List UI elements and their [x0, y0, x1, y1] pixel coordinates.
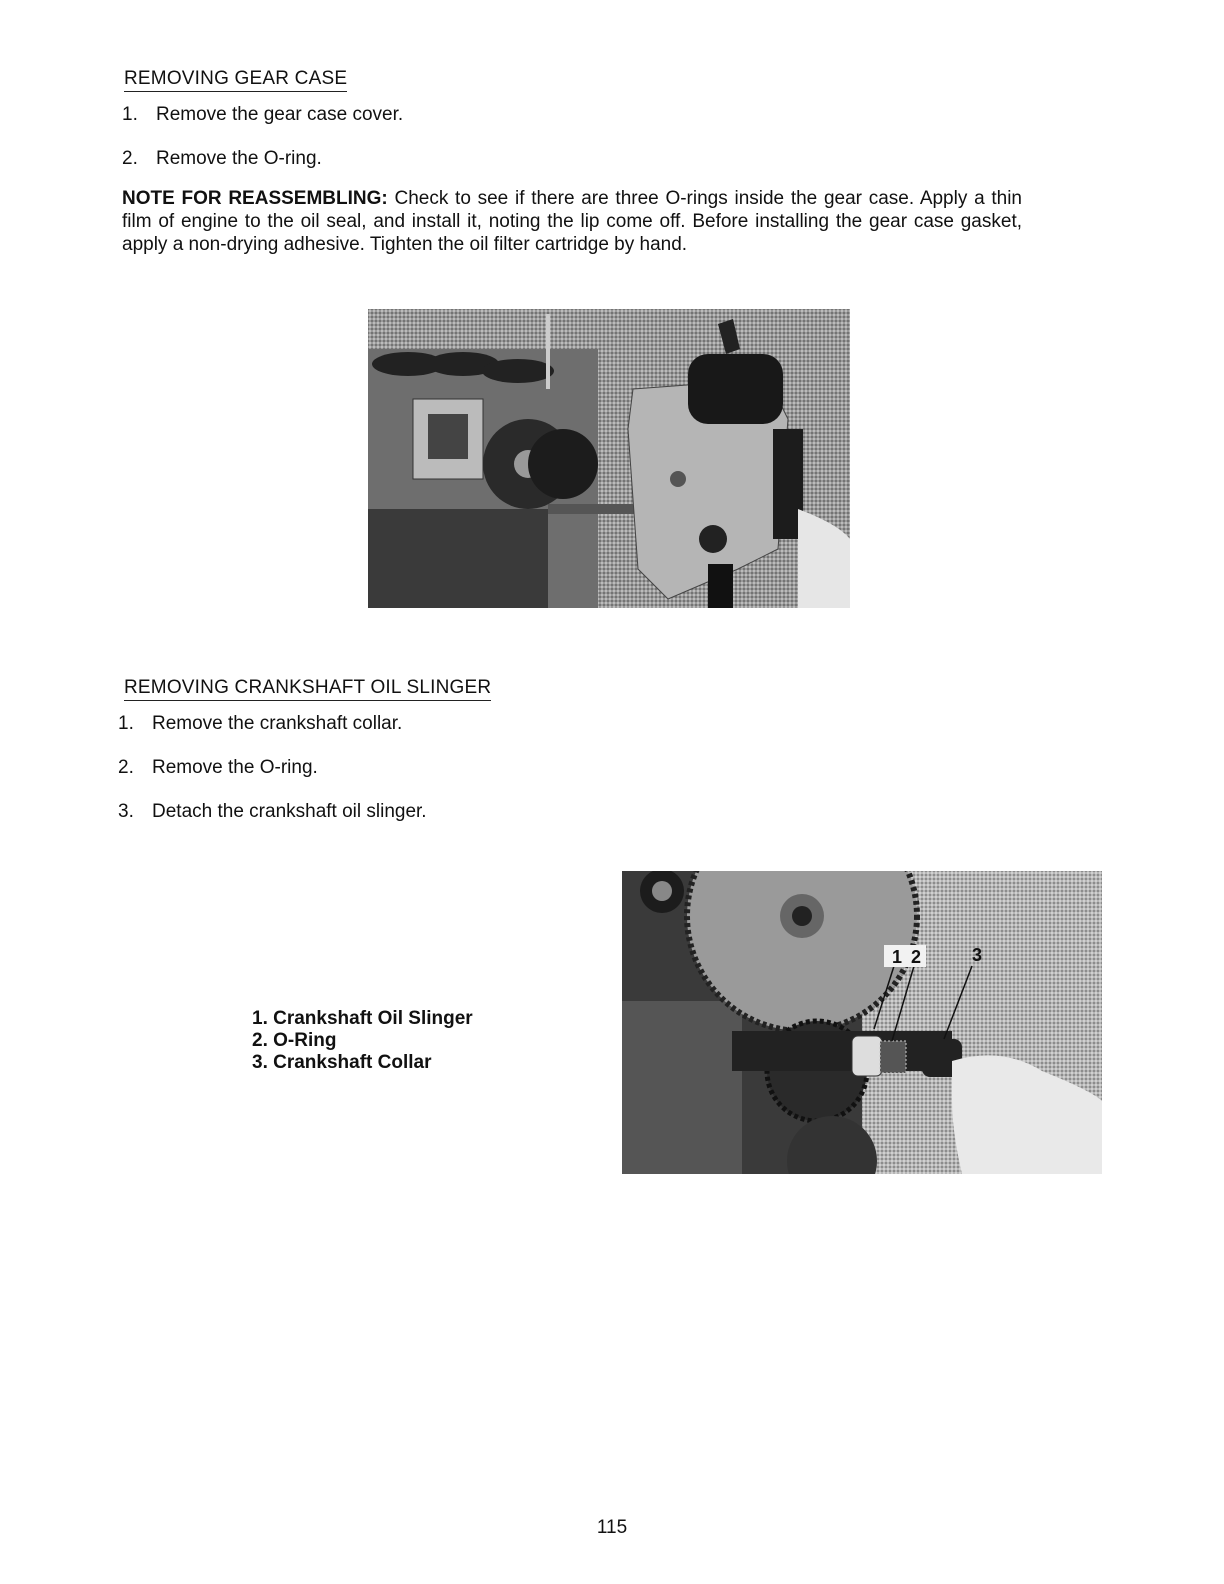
list-item	[118, 756, 318, 780]
legend-item: 2. O-Ring	[252, 1030, 337, 1051]
step-number: 2.	[122, 148, 138, 169]
legend-item: 3. Crankshaft Collar	[252, 1052, 432, 1073]
callout-2: 2	[911, 947, 922, 967]
step-text: Remove the O-ring.	[156, 148, 322, 169]
step-text: Remove the gear case cover.	[156, 104, 404, 125]
photo-legend	[252, 1008, 473, 1074]
note-label: NOTE FOR REASSEMBLING:	[122, 188, 388, 209]
step-text: Remove the O-ring.	[152, 757, 318, 778]
callout-1: 1	[892, 947, 903, 967]
list-item	[122, 147, 322, 171]
step-number: 2.	[118, 757, 134, 778]
step-number: 1.	[118, 713, 134, 734]
list-item	[122, 103, 403, 127]
step-number: 1.	[122, 104, 138, 125]
legend-item: 1. Crankshaft Oil Slinger	[252, 1008, 473, 1029]
callout-3: 3	[972, 945, 983, 965]
step-text: Remove the crankshaft collar.	[152, 713, 403, 734]
step-number: 3.	[118, 801, 134, 822]
reassembly-note	[122, 187, 1022, 256]
list-item	[118, 800, 427, 824]
list-item	[118, 712, 402, 736]
section-heading-oil-slinger: REMOVING CRANKSHAFT OIL SLINGER	[124, 677, 491, 701]
gear-case-photo	[368, 309, 850, 608]
step-text: Detach the crankshaft oil slinger.	[152, 801, 427, 822]
oil-slinger-photo	[622, 871, 1102, 1174]
page-number: 115	[596, 1517, 628, 1538]
section-heading-gear-case: REMOVING GEAR CASE	[124, 68, 347, 92]
note-text: Check to see if there are three O-rings inside the gear case. Apply a thin film of engine to the oil seal, and install it, noting the lip come off. Before installing the gear case gasket, apply a non-drying adhesive. Tighten the oil filter cartridge by hand.	[122, 188, 1022, 255]
crankshaft-illustration	[622, 871, 1102, 1174]
engine-illustration	[368, 309, 850, 608]
